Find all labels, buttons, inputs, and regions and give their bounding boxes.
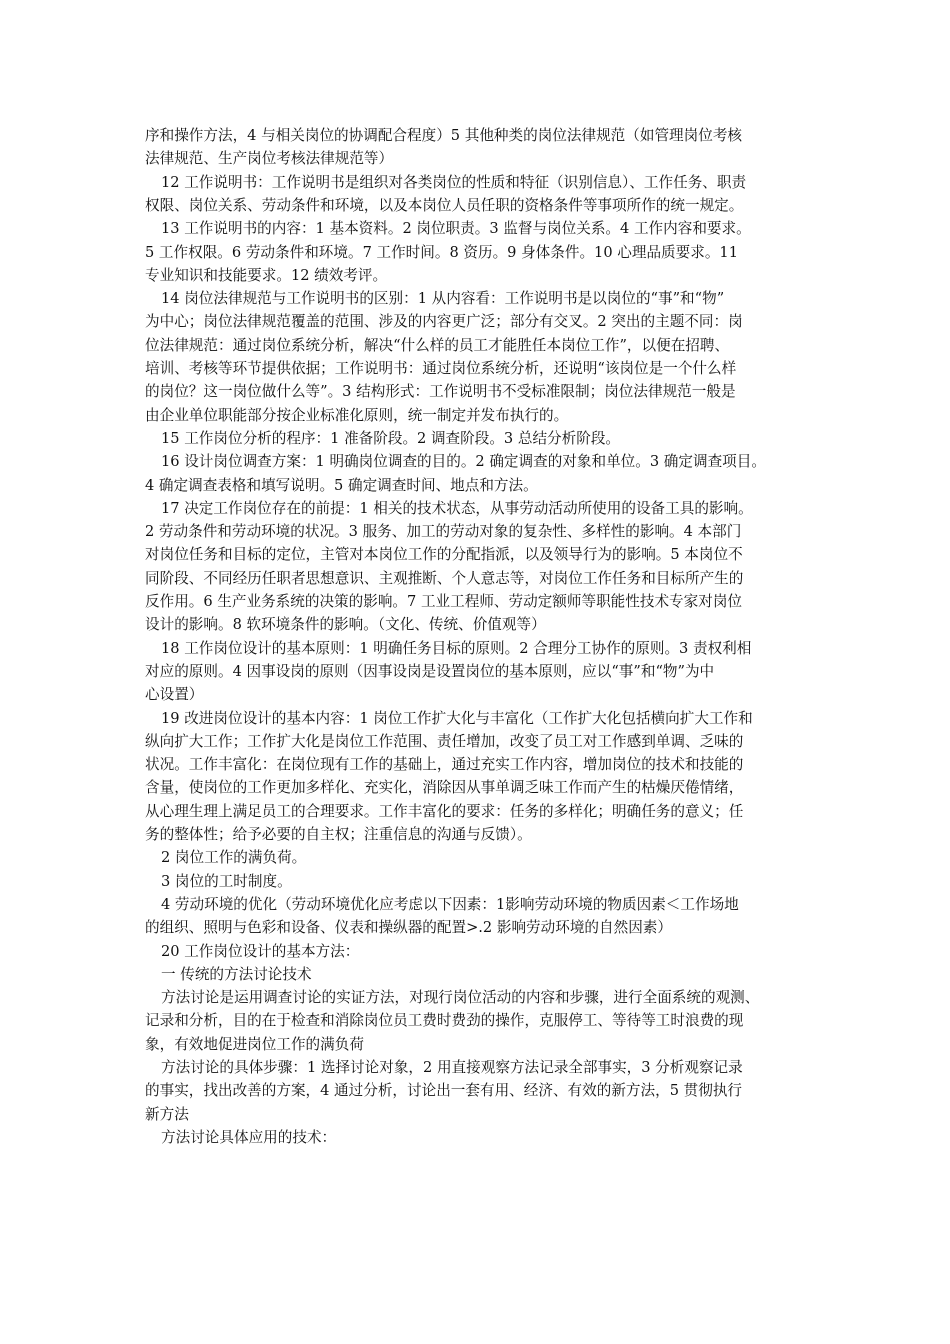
text-line: 含量，使岗位的工作更加多样化、充实化，消除因从事单调乏味工作而产生的枯燥厌倦情绪，	[145, 779, 744, 797]
text-line: 对岗位任务和目标的定位，主管对本岗位工作的分配指派，以及领导行为的影响。5 本岗位不	[145, 546, 743, 564]
text-line: 3 岗位的工时制度。	[161, 872, 292, 890]
text-line: 方法讨论的具体步骤：1 选择讨论对象，2 用直接观察方法记录全部事实，3 分析观察记录	[161, 1059, 743, 1076]
text-line: 的事实，找出改善的方案，4 通过分析，讨论出一套有用、经济、有效的新方法，5 贯彻执行	[145, 1082, 743, 1100]
text-line: 5 工作权限。6 劳动条件和环境。7 工作时间。8 资历。9 身体条件。10 心理品质要求。11	[145, 243, 738, 261]
text-line: 的组织、照明与色彩和设备、仪表和操纵器的配置>.2 影响劳动环境的自然因素）	[145, 919, 672, 937]
text-line: 从心理生理上满足员工的合理要求。工作丰富化的要求：任务的多样化；明确任务的意义；任	[145, 802, 744, 820]
text-line: 专业知识和技能要求。12 绩效考评。	[145, 266, 388, 284]
text-line: 设计的影响。8 软环境条件的影响。（文化、传统、价值观等）	[145, 616, 546, 634]
text-line: 状况。工作丰富化：在岗位现有工作的基础上，通过充实工作内容，增加岗位的技术和技能的	[145, 756, 744, 774]
text-line: 为中心；岗位法律规范覆盖的范围、涉及的内容更广泛；部分有交叉。2 突出的主题不同：岗	[145, 313, 743, 331]
text-line: 权限、岗位关系、劳动条件和环境，以及本岗位人员任职的资格条件等事项所作的统一规定。	[145, 196, 744, 214]
text-line: 位法律规范：通过岗位系统分析，解决“什么样的员工才能胜任本岗位工作”，以便在招聘、	[145, 336, 730, 354]
text-line: 16 设计岗位调查方案：1 明确岗位调查的目的。2 确定调查的对象和单位。3 确定调查项目。	[161, 453, 766, 471]
text-line: 同阶段、不同经历任职者思想意识、主观推断、个人意志等，对岗位工作任务和目标所产生的	[145, 569, 744, 587]
text-line: 对应的原则。4 因事设岗的原则（因事设岗是设置岗位的基本原则，应以“事”和“物”为中	[145, 662, 715, 680]
text-line: 纵向扩大工作；工作扩大化是岗位工作范围、责任增加，改变了员工对工作感到单调、乏味的	[145, 732, 744, 750]
text-line: 由企业单位职能部分按企业标准化原则，统一制定并发布执行的。	[145, 406, 569, 424]
text-line: 的岗位？这一岗位做什么等”。3 结构形式：工作说明书不受标准限制；岗位法律规范一般是	[145, 383, 736, 401]
text-line: 记录和分析，目的在于检查和消除岗位员工费时费劲的操作，克服停工、等待等工时浪费的现	[145, 1012, 744, 1030]
text-line: 象，有效地促进岗位工作的满负荷	[145, 1035, 364, 1053]
text-line: 14 岗位法律规范与工作说明书的区别：1 从内容看：工作说明书是以岗位的“事”和“物”	[161, 290, 725, 308]
text-line: 2 劳动条件和劳动环境的状况。3 服务、加工的劳动对象的复杂性、多样性的影响。4 本部门	[145, 523, 742, 541]
text-line: 反作用。6 生产业务系统的决策的影响。7 工业工程师、劳动定额师等职能性技术专家对岗位	[145, 593, 743, 610]
text-line: 15 工作岗位分析的程序：1 准备阶段。2 调查阶段。3 总结分析阶段。	[161, 429, 621, 447]
text-line: 心设置）	[145, 686, 204, 704]
text-line: 4 劳动环境的优化（劳动环境优化应考虑以下因素：1影响劳动环境的物质因素＜工作场地	[161, 895, 739, 913]
text-line: 序和操作方法，4 与相关岗位的协调配合程度）5 其他种类的岗位法律规范（如管理岗位考核	[145, 127, 743, 144]
text-line: 17 决定工作岗位存在的前提：1 相关的技术状态，从事劳动活动所使用的设备工具的影响。	[161, 499, 753, 517]
text-line: 13 工作说明书的内容：1 基本资料。2 岗位职责。3 监督与岗位关系。4 工作内容和要求。	[161, 220, 751, 238]
text-line: 20 工作岗位设计的基本方法：	[161, 942, 360, 960]
text-line: 方法讨论具体应用的技术：	[161, 1128, 337, 1146]
text-line: 方法讨论是运用调查讨论的实证方法，对现行岗位活动的内容和步骤，进行全面系统的观测、	[161, 989, 760, 1007]
text-line: 一 传统的方法讨论技术	[161, 965, 312, 983]
text-line: 18 工作岗位设计的基本原则：1 明确任务目标的原则。2 合理分工协作的原则。3 责权利相	[161, 639, 752, 657]
text-line: 务的整体性；给予必要的自主权；注重信息的沟通与反馈）。	[145, 826, 532, 843]
text-line: 12 工作说明书：工作说明书是组织对各类岗位的性质和特征（识别信息）、工作任务、职责	[161, 173, 747, 191]
text-line: 新方法	[145, 1105, 189, 1123]
text-line: 4 确定调查表格和填写说明。5 确定调查时间、地点和方法。	[145, 476, 538, 494]
text-line: 2 岗位工作的满负荷。	[161, 849, 307, 867]
text-line: 法律规范、生产岗位考核法律规范等）	[145, 150, 394, 168]
text-line: 19 改进岗位设计的基本内容：1 岗位工作扩大化与丰富化（工作扩大化包括横向扩大工作和	[161, 709, 753, 727]
text-line: 培训、考核等环节提供依据；工作说明书：通过岗位系统分析，还说明“该岗位是一个什么样	[145, 360, 737, 377]
